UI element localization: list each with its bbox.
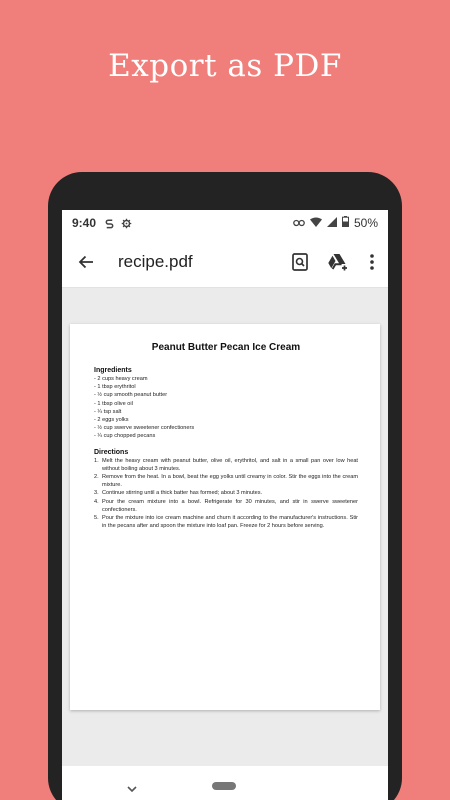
back-arrow-icon[interactable] [68, 244, 104, 280]
step-number: 3. [94, 490, 99, 497]
step-number: 5. [94, 515, 99, 522]
link-icon [293, 216, 305, 230]
wifi-icon [310, 216, 322, 230]
search-document-icon[interactable] [284, 246, 316, 278]
drive-add-icon[interactable] [322, 246, 354, 278]
screen-record-icon [104, 218, 115, 229]
step-text: Pour the mixture into ice cream machine and churn it according to the manufacturer's instructions. Stir in the pecans after and spoon the mixture into loaf pan. Freeze for 2 hours before serving. [102, 515, 358, 530]
status-right [293, 216, 378, 230]
list-item: - ½ cup swerve sweetener confectioners [94, 425, 195, 432]
status-time: 9:40 [72, 216, 97, 230]
step-number: 2. [94, 474, 99, 481]
list-item: - ¼ cup chopped pecans [94, 433, 156, 440]
list-item: - 2 cups heavy cream [94, 376, 148, 382]
direction-step [94, 498, 358, 514]
battery-icon [342, 216, 349, 230]
settings-icon [121, 218, 132, 229]
list-item: - ¼ tsp salt [94, 408, 122, 415]
step-number: 4. [94, 498, 99, 505]
document-title: Peanut Butter Pecan Ice Cream [151, 342, 301, 353]
file-title: recipe.pdf [118, 251, 193, 271]
navigation-bar [62, 766, 388, 800]
chevron-down-icon[interactable] [124, 781, 140, 797]
directions-list [94, 457, 358, 531]
headline: Export as PDF [108, 48, 342, 84]
direction-step [94, 473, 358, 489]
list-item: - 1 tbsp erythritol [94, 384, 136, 391]
direction-step [94, 514, 358, 530]
direction-step [94, 457, 358, 473]
more-vert-icon[interactable] [360, 246, 384, 278]
pdf-page [70, 324, 380, 710]
signal-icon [327, 216, 337, 230]
ingredients-list [94, 375, 358, 441]
app-bar [62, 236, 388, 288]
phone-frame [48, 172, 402, 800]
directions-heading: Directions [94, 448, 129, 456]
home-pill[interactable] [212, 782, 236, 790]
step-text: Melt the heavy cream with peanut butter, olive oil, erythritol, and salt in a small pan over low heat without boiling about 3 minutes. [102, 457, 358, 472]
list-item: - ½ cup smooth peanut butter [94, 392, 168, 399]
status-bar [62, 210, 388, 236]
step-text: Remove from the heat. In a bowl, beat the egg yolks until creamy in color. Stir the eggs into the cream mixture. [102, 474, 358, 489]
battery-percent: 50% [353, 216, 378, 230]
direction-step [94, 489, 358, 497]
phone-screen [62, 210, 388, 800]
list-item: - 1 tbsp olive oil [94, 400, 133, 407]
ingredients-heading: Ingredients [94, 367, 132, 374]
list-item: - 2 eggs yolks [94, 417, 129, 424]
step-text: Pour the cream mixture into a bowl. Refrigerate for 30 minutes, and stir in swerve sweetener confectioners. [102, 498, 358, 513]
step-number: 1. [94, 457, 99, 464]
step-text: Continue stirring until a thick batter has formed; about 3 minutes. [102, 490, 263, 497]
